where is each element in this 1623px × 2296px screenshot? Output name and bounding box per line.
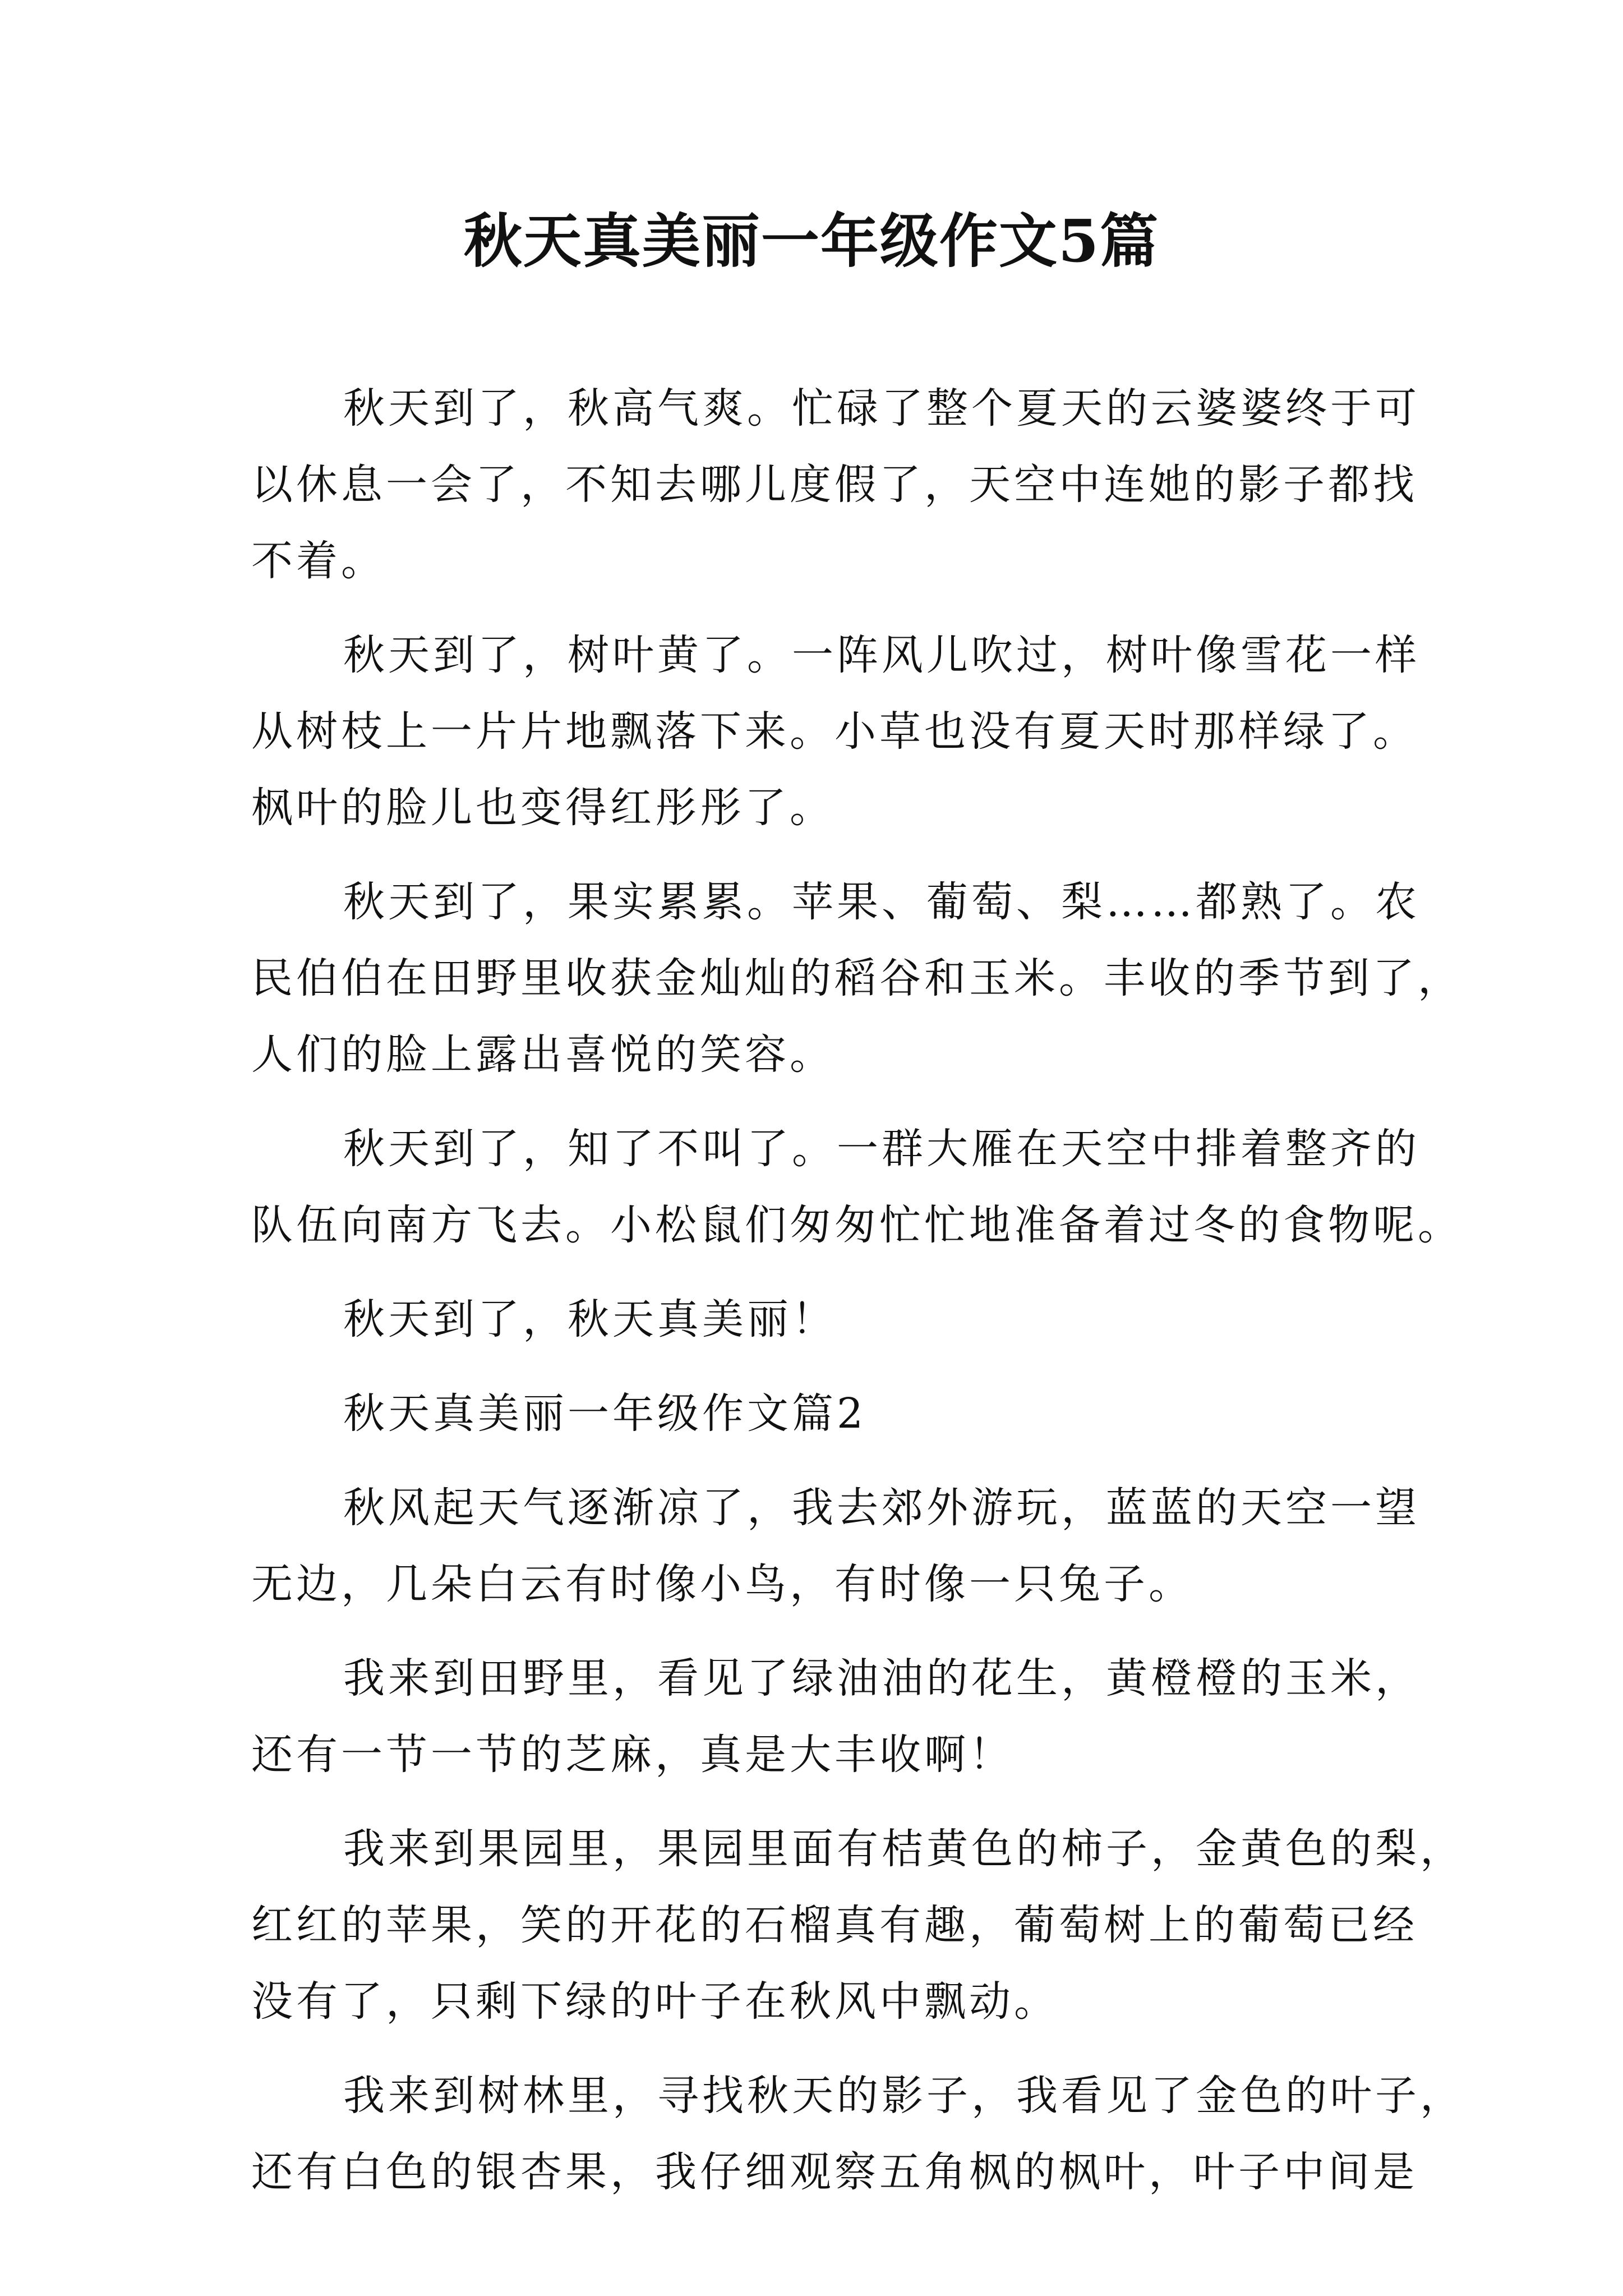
paragraph-line: 还有白色的银杏果，我仔细观察五角枫的枫叶，叶子中间是 bbox=[251, 2148, 1418, 2196]
paragraph-line: 没有了，只剩下绿的叶子在秋风中飘动。 bbox=[251, 1977, 1059, 2026]
paragraph bbox=[251, 1375, 1418, 1452]
paragraph-line: 秋天到了，知了不叫了。一群大雁在天空中排着整齐的 bbox=[343, 1125, 1420, 1173]
paragraph-line: 秋天到了，果实累累。苹果、葡萄、梨……都熟了。农 bbox=[343, 878, 1420, 926]
paragraph-line: 以休息一会了，不知去哪儿度假了，天空中连她的影子都找 bbox=[251, 461, 1418, 509]
paragraph bbox=[251, 1111, 1463, 1263]
paragraph-line: 民伯伯在田野里收获金灿灿的稻谷和玉米。丰收的季节到了， bbox=[251, 954, 1463, 1002]
paragraph-line: 从树枝上一片片地飘落下来。小草也没有夏天时那样绿了。 bbox=[251, 707, 1418, 756]
document-title: 秋天真美丽一年级作文5篇 bbox=[463, 206, 1160, 275]
paragraph-line: 不着。 bbox=[251, 537, 386, 585]
document-body bbox=[251, 370, 1465, 2228]
paragraph-line: 我来到果园里，果园里面有桔黄色的柿子，金黄色的梨， bbox=[343, 1825, 1465, 1873]
paragraph-line: 无边，几朵白云有时像小鸟，有时像一只兔子。 bbox=[251, 1560, 1193, 1608]
paragraph-line: 人们的脸上露出喜悦的笑容。 bbox=[251, 1030, 834, 1079]
paragraph-line: 枫叶的脸儿也变得红彤彤了。 bbox=[251, 784, 834, 832]
paragraph bbox=[251, 1640, 1418, 1793]
paragraph bbox=[251, 1281, 1418, 1358]
paragraph bbox=[251, 1470, 1418, 1622]
paragraph-line: 秋天到了，秋天真美丽！ bbox=[343, 1295, 837, 1343]
paragraph bbox=[251, 617, 1418, 846]
paragraph bbox=[251, 1811, 1465, 2040]
paragraph-line: 秋天到了，树叶黄了。一阵风儿吹过，树叶像雪花一样 bbox=[343, 631, 1420, 679]
paragraph-line: 我来到树林里，寻找秋天的影子，我看见了金色的叶子， bbox=[343, 2072, 1465, 2120]
paragraph bbox=[251, 864, 1463, 1093]
paragraph-line: 红红的苹果，笑的开花的石榴真有趣，葡萄树上的葡萄已经 bbox=[251, 1901, 1418, 1949]
paragraph-line: 秋天真美丽一年级作文篇2 bbox=[343, 1389, 867, 1438]
paragraph-line: 秋天到了，秋高气爽。忙碌了整个夏天的云婆婆终于可 bbox=[343, 384, 1420, 432]
paragraph-line: 我来到田野里，看见了绿油油的花生，黄橙橙的玉米， bbox=[343, 1654, 1420, 1703]
paragraph bbox=[251, 370, 1418, 599]
paragraph-line: 还有一节一节的芝麻，真是大丰收啊！ bbox=[251, 1731, 1014, 1779]
paragraph-line: 队伍向南方飞去。小松鼠们匆匆忙忙地准备着过冬的食物呢。 bbox=[251, 1201, 1463, 1249]
paragraph-line: 秋风起天气逐渐凉了，我去郊外游玩，蓝蓝的天空一望 bbox=[343, 1484, 1420, 1532]
paragraph bbox=[251, 2058, 1465, 2210]
